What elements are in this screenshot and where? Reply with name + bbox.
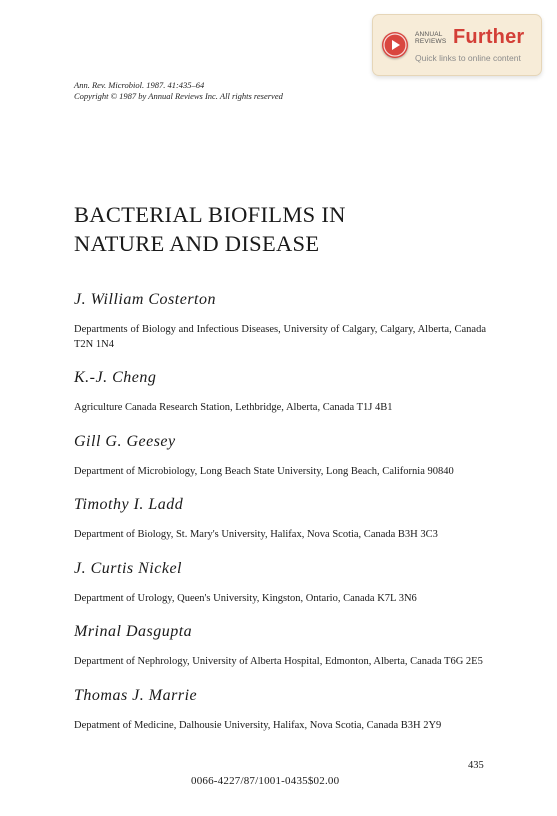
author-block xyxy=(74,559,486,607)
author-affiliation: Agriculture Canada Research Station, Lethbridge, Alberta, Canada T1J 4B1 xyxy=(74,402,393,413)
annual-reviews-line1: ANNUAL xyxy=(415,31,443,38)
author-affiliation: Department of Biology, St. Mary's University, Halifax, Nova Scotia, Canada B3H 3C3 xyxy=(74,529,438,540)
annual-reviews-line2: REVIEWS xyxy=(415,38,447,45)
page-number: 435 xyxy=(468,760,484,771)
author-block xyxy=(74,495,486,543)
play-icon xyxy=(382,32,408,58)
journal-copyright: Copyright © 1987 by Annual Reviews Inc. All rights reserved xyxy=(74,91,283,101)
author-name: K.-J. Cheng xyxy=(74,369,157,386)
author-affiliation: Depatment of Medicine, Dalhousie University, Halifax, Nova Scotia, Canada B3H 2Y9 xyxy=(74,719,442,731)
author-affiliation: Department of Nephrology, University of Alberta Hospital, Edmonton, Alberta, Canada T6G 2E5 xyxy=(74,656,483,667)
author-name: J. Curtis Nickel xyxy=(74,559,182,577)
author-affiliation: Department of Microbiology, Long Beach State University, Long Beach, California 90840 xyxy=(74,465,454,477)
badge-subtitle: Quick links to online content xyxy=(415,53,521,63)
author-list xyxy=(74,290,486,749)
further-wordmark: Further xyxy=(453,26,525,48)
author-block xyxy=(74,622,486,670)
author-name: Timothy I. Ladd xyxy=(74,496,184,513)
article-title-line1: BACTERIAL BIOFILMS IN xyxy=(74,202,346,227)
annual-reviews-further-badge[interactable] xyxy=(372,14,542,76)
author-affiliation: Department of Urology, Queen's University, Kingston, Ontario, Canada K7L 3N6 xyxy=(74,592,417,604)
author-block xyxy=(74,432,486,480)
journal-citation: Ann. Rev. Microbiol. 1987. 41:435–64 xyxy=(74,80,205,90)
annual-reviews-wordmark xyxy=(415,31,446,45)
author-block xyxy=(74,290,486,352)
author-name: Mrinal Dasgupta xyxy=(74,623,193,640)
journal-citation-block xyxy=(74,80,283,102)
author-name: J. William Costerton xyxy=(74,291,216,308)
author-name: Thomas J. Marrie xyxy=(74,686,198,704)
article-price-code: 0066-4227/87/1001-0435$02.00 xyxy=(191,775,340,787)
author-name: Gill G. Geesey xyxy=(74,432,176,450)
article-title-line2: NATURE AND DISEASE xyxy=(74,231,320,256)
author-affiliation: Departments of Biology and Infectious Diseases, University of Calgary, Calgary, Alberta, Canada T2N 1N4 xyxy=(74,324,486,350)
author-block xyxy=(74,686,486,734)
article-title xyxy=(74,200,346,258)
author-block xyxy=(74,368,486,416)
